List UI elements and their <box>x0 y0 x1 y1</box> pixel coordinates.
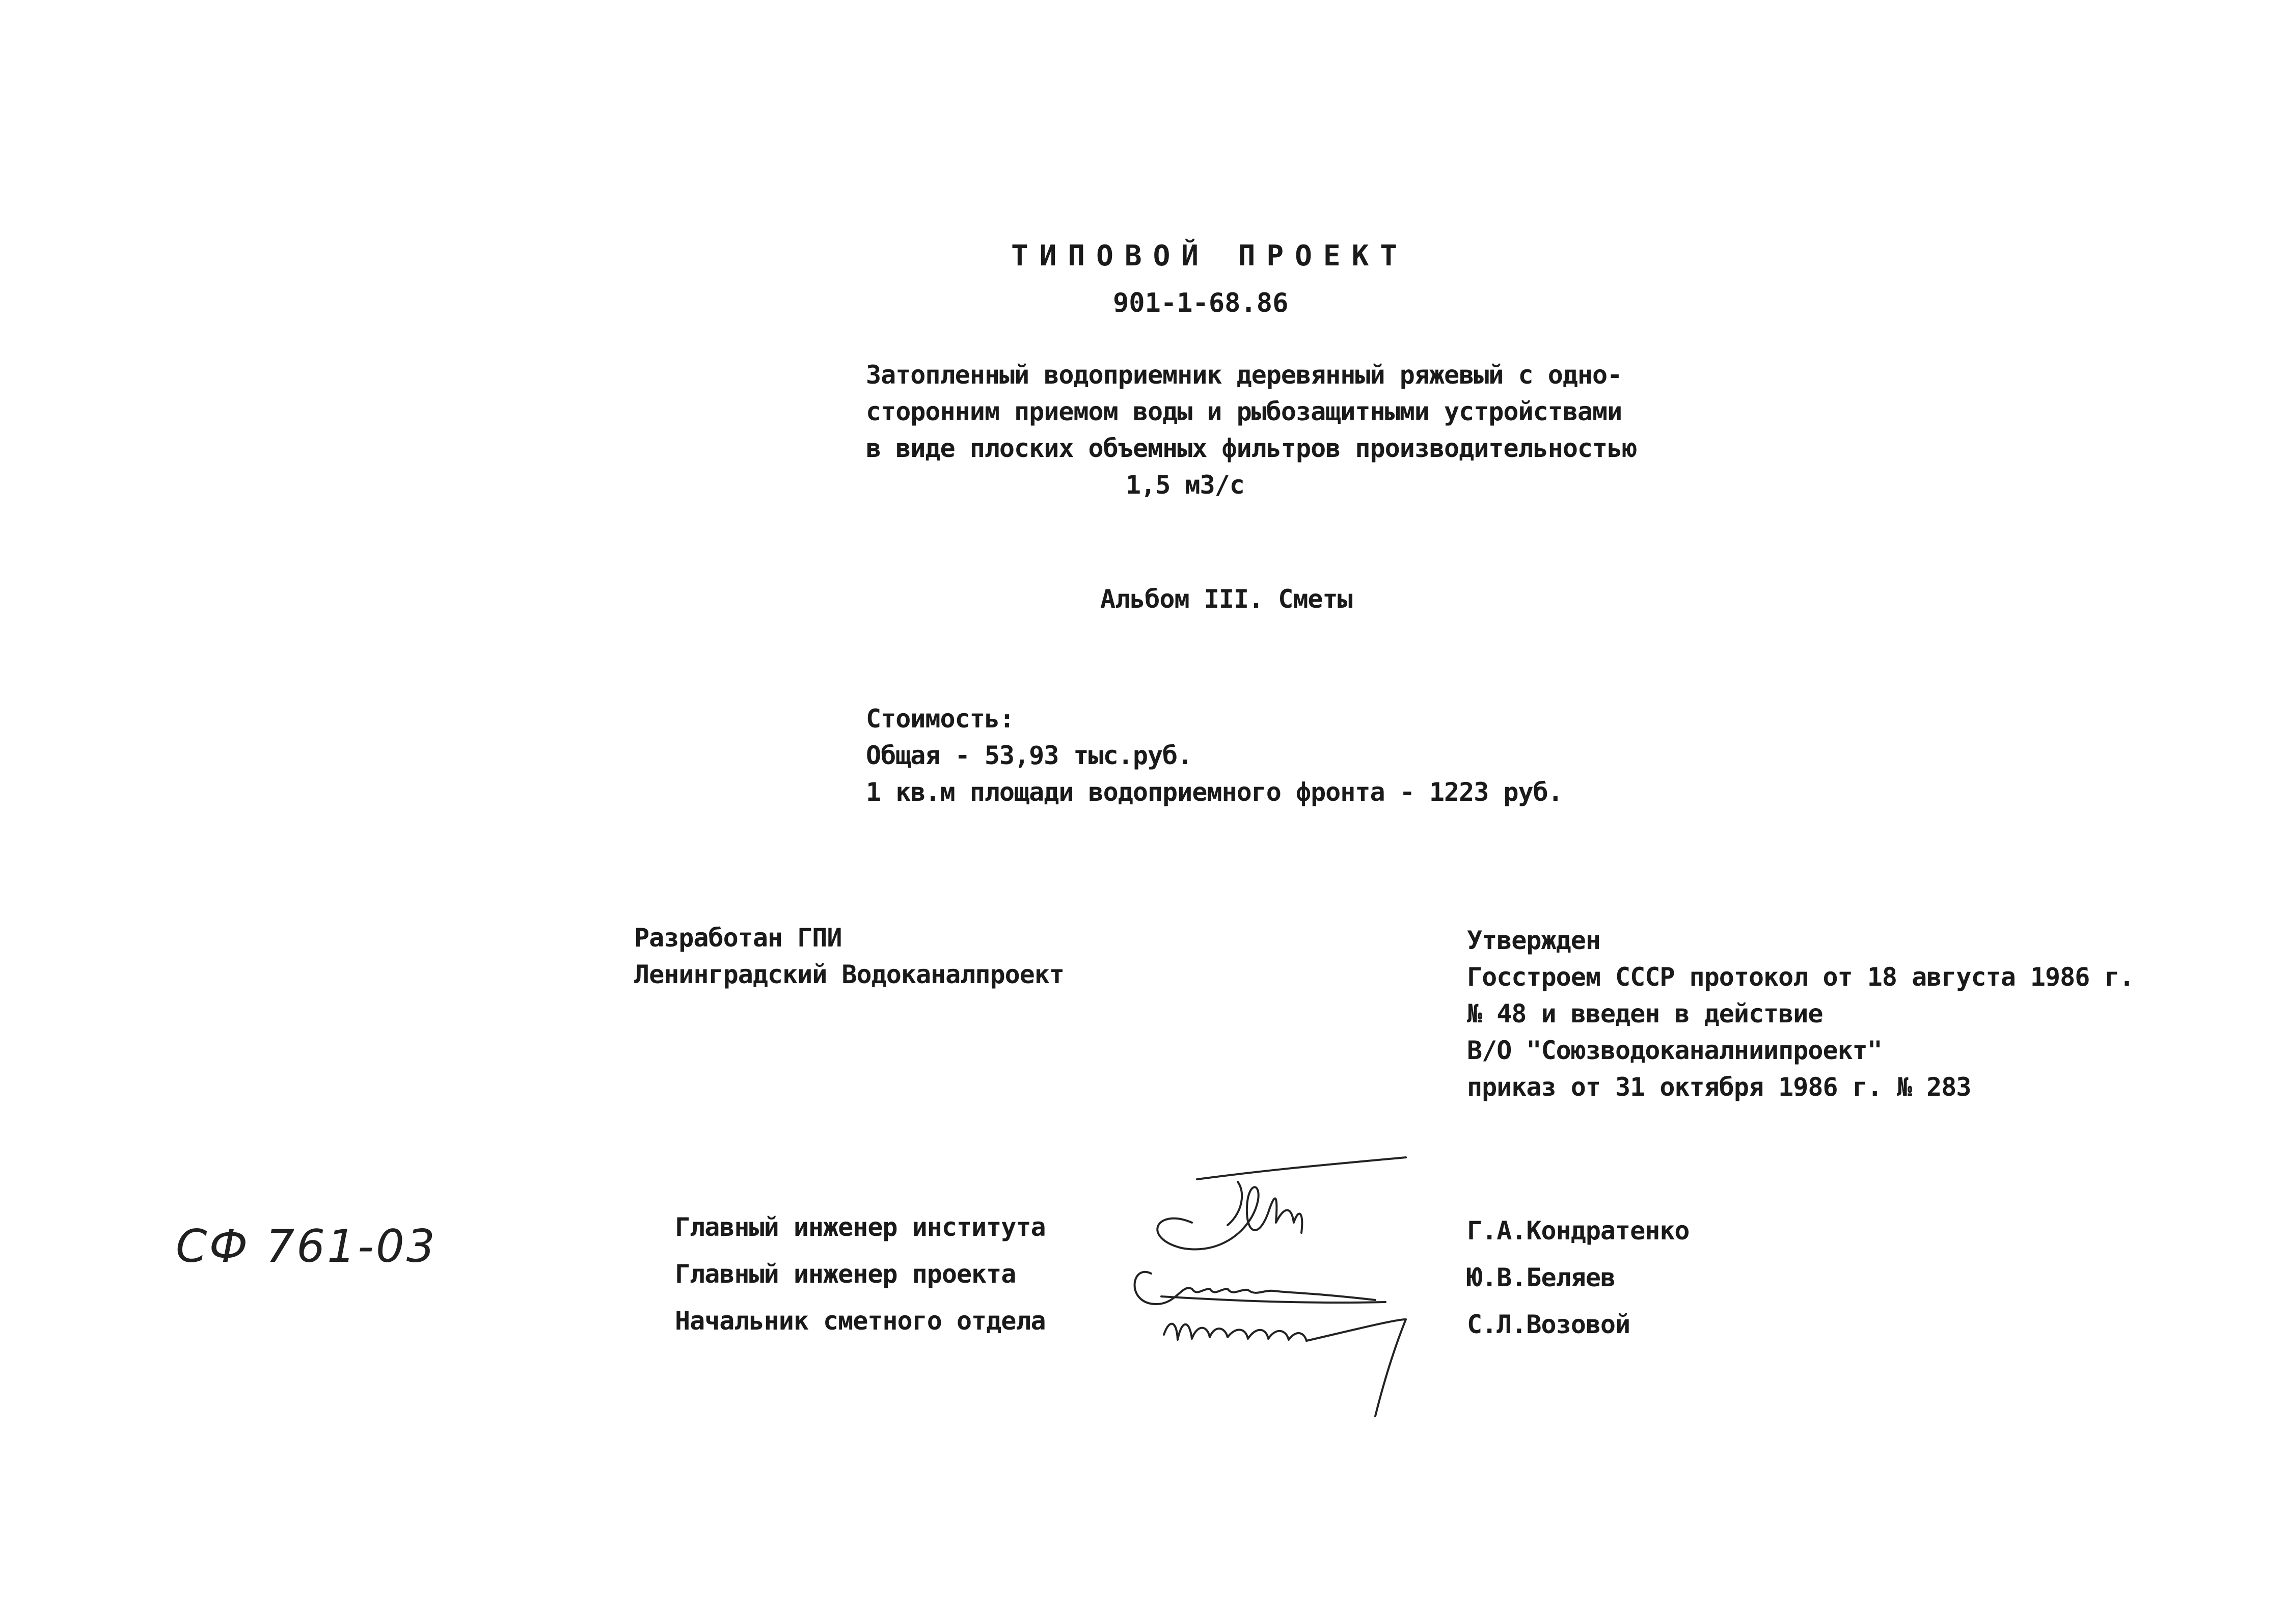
signature-stroke <box>1157 1187 1302 1249</box>
approval-line-3: № 48 и введен в действие <box>1467 999 1823 1028</box>
cost-section <box>866 700 1563 810</box>
signatory-name-1: Г.А.Кондратенко <box>1467 1216 1690 1246</box>
approval-line-1: Утвержден <box>1467 926 1600 955</box>
signature-stroke <box>1228 1182 1242 1225</box>
cost-heading: Стоимость: <box>866 704 1015 734</box>
capacity-value: 1,5 м3/с <box>1126 470 1244 500</box>
signatory-name-3: С.Л.Возовой <box>1467 1310 1630 1339</box>
project-code: 901-1-68.86 <box>1113 288 1289 318</box>
developer-line-2: Ленинградский Водоканалпроект <box>634 960 1064 989</box>
cost-total: Общая - 53,93 тыс.руб. <box>866 741 1192 770</box>
signature-stroke <box>1135 1272 1376 1304</box>
developer-line-1: Разработан ГПИ <box>634 923 842 953</box>
signatory-role-2: Главный инженер проекта <box>675 1259 1016 1289</box>
signatory-role-1: Главный инженер института <box>675 1212 1046 1242</box>
signatory-role-3: Начальник сметного отдела <box>675 1306 1046 1336</box>
signature-stroke <box>1164 1324 1307 1341</box>
approval-section <box>1467 922 2134 1105</box>
description-line-1: Затопленный водоприемник деревянный ряжевый с одно- <box>866 360 1622 390</box>
description-line-3: в виде плоских объемных фильтров производительностью <box>866 434 1637 463</box>
project-description <box>866 357 1637 503</box>
handwritten-signatures <box>1121 1151 1477 1426</box>
approval-line-2: Госстроем СССР протокол от 18 августа 1986 г. <box>1467 962 2134 992</box>
approval-line-5: приказ от 31 октября 1986 г. № 283 <box>1467 1072 1971 1102</box>
developer-section <box>634 919 1064 993</box>
approval-line-4: В/О "Союзводоканалниипроект" <box>1467 1036 1882 1065</box>
handwritten-code: СФ 761-03 <box>176 1220 437 1273</box>
signature-stroke <box>1307 1319 1406 1416</box>
title-label: ТИПОВОЙ ПРОЕКТ <box>1011 239 1409 273</box>
signatory-names <box>1467 1207 1690 1348</box>
signatory-roles <box>675 1204 1046 1344</box>
signatory-name-2: Ю.В.Беляев <box>1467 1263 1616 1292</box>
cost-per-unit: 1 кв.м площади водоприемного фронта - 1223 руб. <box>866 777 1563 807</box>
description-line-2: сторонним приемом воды и рыбозащитными устройствами <box>866 397 1622 426</box>
album-title: Альбом III. Сметы <box>1100 584 1352 614</box>
signature-stroke <box>1197 1157 1406 1179</box>
